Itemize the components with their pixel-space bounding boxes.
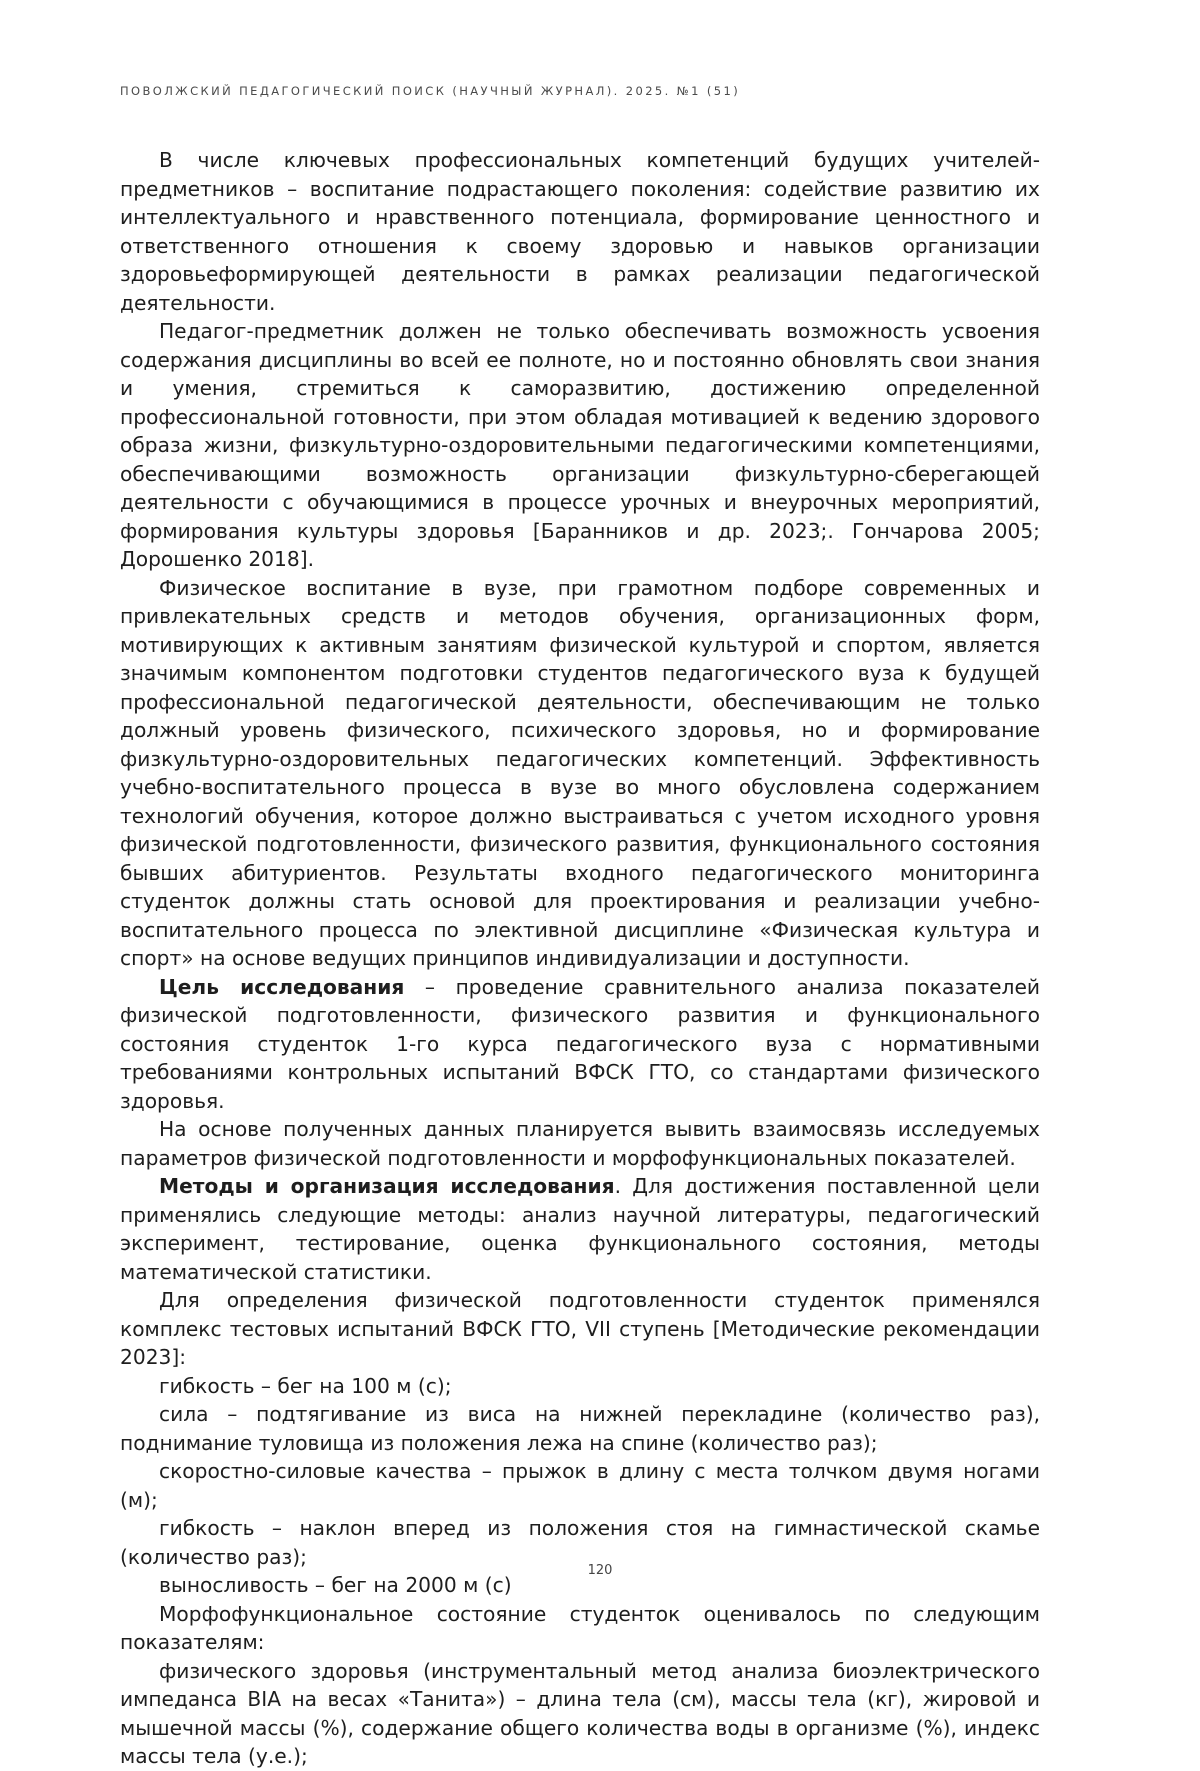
paragraph-physical-health: физического здоровья (инструментальный метод анализа биоэлектрического импеданса BIA на весах «Танита») – длина тела (см), массы тела (кг), жировой и мышечной массы (%), содержание общего количества воды в организме (%), индекс массы тела (у.е.); (120, 1658, 1040, 1768)
research-goal-text: – проведение сравнительного анализа показателей физической подготовленности, физического развития и функционального состояния студенток 1-го курса педагогического вуза с нормативными требованиями контрольных испытаний ВФСК ГТО, со стандартами физического здоровья. (120, 974, 1040, 1113)
paragraph-test-complex: Для определения физической подготовленности студенток применялся комплекс тестовых испытаний ВФСК ГТО, VII ступень [Методические рекомендации 2023]: (120, 1288, 1040, 1369)
paragraph-methods (120, 1172, 1040, 1286)
paragraph-competencies: В числе ключевых профессиональных компетенций будущих учителей-предметников – воспитание подрастающего поколения: содействие развитию их интеллектуального и нравственного потенциала, формирование ценностного и ответственного отношения к своему здоровью и навыков организации здоровьеформирующей деятельности в рамках реализации педагогической деятельности. (120, 148, 1040, 315)
paragraph-physical-education: Физическое воспитание в вузе, при грамотном подборе современных и привлекательных средств и методов обучения, организационных форм, мотивирующих к активным занятиям физической культурой и спортом, является значимым компонентом подготовки студентов педагогического вуза к будущей профессиональной педагогической деятельности, обеспечивающим не только должный уровень физического, психического здоровья, но и формирование физкультурно-оздоровительных педагогических компетенций. Эффективность учебно-воспитательного процесса в вузе во много обусловлена содержанием технологий обучения, которое должно выстраиваться с учетом исходного уровня физической подготовленности, физического развития, функционального состояния бывших абитуриентов. Результаты входного педагогического мониторинга студенток должны стать основой для проектирования и реализации учебно-воспитательного процесса по элективной дисциплине «Физическая культура и спорт» на основе ведущих принципов индивидуализации и доступности. (120, 575, 1040, 970)
running-header: ПОВОЛЖСКИЙ ПЕДАГОГИЧЕСКИЙ ПОИСК (НАУЧНЫЙ ЖУРНАЛ). 2025. №1 (51) (120, 84, 741, 98)
page-number: 120 (587, 1563, 613, 1578)
list-item-speed: гибкость – бег на 100 м (с); (159, 1373, 452, 1398)
methods-text: . Для достижения поставленной цели применялись следующие методы: анализ научной литературы, педагогический эксперимент, тестирование, оценка функционального состояния, методы математической статистики. (120, 1174, 1040, 1284)
list-item-strength: сила – подтягивание из виса на нижней перекладине (количество раз), поднимание туловища из положения лежа на спине (количество раз); (120, 1402, 1040, 1455)
paragraph-morphofunctional: Морфофункциональное состояние студенток оценивалось по следующим показателям: (120, 1601, 1040, 1654)
paragraph-planned-correlation: На основе полученных данных планируется вывить взаимосвязь исследуемых параметров физической подготовленности и морфофункциональных показателей. (120, 1117, 1040, 1170)
paragraph-teacher-requirements: Педагог-предметник должен не только обеспечивать возможность усвоения содержания дисциплины во всей ее полноте, но и постоянно обновлять свои знания и умения, стремиться к саморазвитию, достижению определенной профессиональной готовности, при этом обладая мотивацией к ведению здорового образа жизни, физкультурно-оздоровительными педагогическими компетенциями, обеспечивающими возможность организации физкультурно-сберегающей деятельности с обучающимися в процессе урочных и внеурочных мероприятий, формирования культуры здоровья [Баранников и др. 2023;. Гончарова 2005; Дорошенко 2018]. (120, 319, 1040, 571)
article-body (120, 146, 1040, 1771)
list-item-speed-strength: скоростно-силовые качества – прыжок в длину с места толчком двумя ногами (м); (120, 1459, 1040, 1512)
paragraph-research-goal (120, 973, 1040, 1116)
methods-heading: Методы и организация исследования (159, 1174, 615, 1198)
list-item-flexibility: гибкость – наклон вперед из положения стоя на гимнастической скамье (количество раз); (120, 1516, 1040, 1569)
list-item-endurance: выносливость – бег на 2000 м (с) (159, 1573, 512, 1597)
research-goal-heading: Цель исследования (159, 974, 405, 999)
